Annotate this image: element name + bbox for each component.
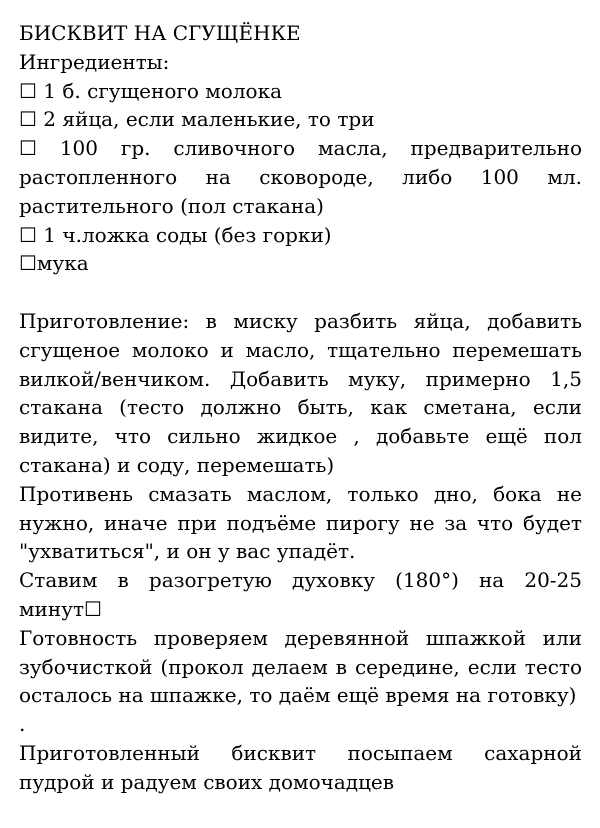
ingredient-item: ☐ 2 яйца, если маленькие, то три (19, 107, 375, 132)
recipe-title: БИСКВИТ НА СГУЩЁНКЕ (19, 21, 301, 45)
ingredient-item: ☐ 100 гр. сливочного масла, предварительно растопленного на сковороде, либо 100 мл. растительного (пол стакана) (19, 136, 582, 218)
ingredient-item: ☐ 1 ч.ложка соды (без горки) (19, 222, 332, 247)
instruction-paragraph: Готовность проверяем деревянной шпажкой или зубочисткой (прокол делаем в середине, если тесто осталось на шпажке, то даём ещё время на готовку) (19, 625, 582, 708)
spacer (19, 278, 582, 307)
instruction-paragraph: Противень смазать маслом, только дно, бока не нужно, иначе при подъёме пирогу не за что будет "ухватиться", и он у вас упадёт. (19, 481, 582, 564)
ingredient-item: ☐мука (19, 251, 89, 276)
ingredient-item: ☐ 1 б. сгущеного молока (19, 78, 283, 103)
instruction-paragraph: Приготовление: в миску разбить яйца, добавить сгущеное молоко и масло, тщательно перемешать вилкой/венчиком. Добавить муку, примерно 1,5 стакана (тесто должно быть, как сметана, если видите, что сильно жидкое , добавьте ещё пол стакана) и соду, перемешать) (19, 308, 582, 477)
instruction-paragraph: Приготовленный бисквит посыпаем сахарной пудрой и радуем своих домочадцев (19, 740, 582, 794)
instruction-paragraph: Ставим в разогретую духовку (180°) на 20-25 минут☐ (19, 568, 582, 621)
instruction-paragraph: . (19, 712, 26, 737)
ingredients-heading: Ингредиенты: (19, 49, 170, 74)
